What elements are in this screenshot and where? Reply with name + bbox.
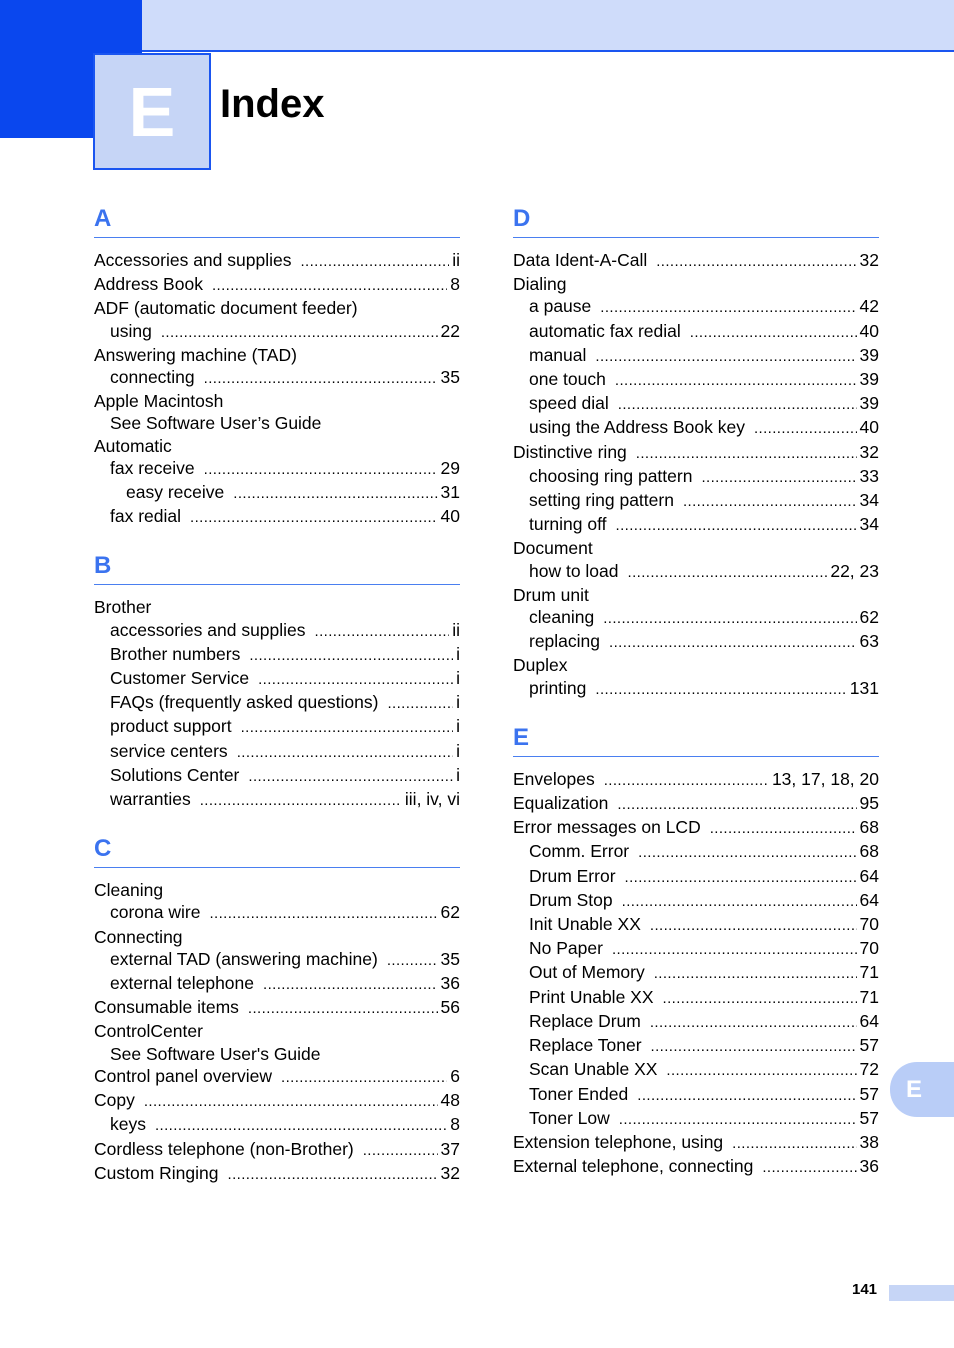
index-term: a pause <box>529 296 592 317</box>
index-entry <box>513 584 879 606</box>
dot-leader <box>249 645 453 667</box>
index-entry <box>513 1058 879 1082</box>
index-term: connecting <box>110 367 195 388</box>
dot-leader <box>619 1109 857 1131</box>
index-page-ref[interactable]: 35 <box>440 367 460 388</box>
index-term: setting ring pattern <box>529 490 674 511</box>
index-term: keys <box>110 1114 146 1135</box>
index-term: Answering machine (TAD) <box>94 344 297 365</box>
chapter-letter: E <box>128 72 176 151</box>
index-page-ref[interactable]: 40 <box>859 417 879 438</box>
index-term: one touch <box>529 369 606 390</box>
index-term: manual <box>529 344 587 365</box>
index-entry <box>94 879 460 901</box>
index-term: Extension telephone, using <box>513 1131 724 1152</box>
index-entry <box>513 654 879 676</box>
index-entry <box>94 643 460 667</box>
index-entry <box>94 926 460 948</box>
index-entry <box>94 619 460 643</box>
index-entry <box>513 937 879 961</box>
page-title: Index <box>220 82 325 126</box>
index-term: printing <box>529 677 587 698</box>
index-term: Drum Error <box>529 865 616 886</box>
index-entry <box>513 416 879 440</box>
index-entry <box>94 1065 460 1089</box>
index-page-ref[interactable]: 64 <box>859 865 879 886</box>
section-letter-heading: A <box>94 200 460 238</box>
index-term: Scan Unable XX <box>529 1059 658 1080</box>
index-entry <box>513 273 879 295</box>
index-term: See Software User’s Guide <box>110 413 322 434</box>
index-entry <box>513 1010 879 1034</box>
index-page-ref[interactable]: 40 <box>440 506 460 527</box>
index-entry <box>513 368 879 392</box>
index-term: Toner Ended <box>529 1083 629 1104</box>
index-page-ref[interactable]: 63 <box>859 631 879 652</box>
index-term: Drum unit <box>513 584 589 605</box>
dot-leader <box>315 621 450 643</box>
index-term: choosing ring pattern <box>529 465 693 486</box>
index-entry-list <box>94 879 460 1186</box>
index-page-ref[interactable]: 13, 17, 18, 20 <box>771 768 879 789</box>
index-entry <box>513 677 879 701</box>
index-term: speed dial <box>529 393 609 414</box>
dot-leader <box>200 790 402 812</box>
index-term: Brother numbers <box>110 643 241 664</box>
index-entry <box>94 1043 460 1065</box>
dot-leader <box>637 1085 856 1107</box>
dot-leader <box>595 679 846 701</box>
index-entry <box>94 412 460 434</box>
index-entry <box>513 630 879 654</box>
index-term: external TAD (answering machine) <box>110 948 378 969</box>
index-entry <box>513 816 879 840</box>
index-column-right <box>513 200 879 1197</box>
index-entry <box>513 889 879 913</box>
index-term: Replace Toner <box>529 1035 642 1056</box>
section-letter-heading: E <box>513 719 879 757</box>
index-entry <box>94 457 460 481</box>
index-page-ref[interactable]: 6 <box>450 1065 460 1086</box>
index-entry <box>513 1034 879 1058</box>
index-entry <box>513 792 879 816</box>
dot-leader <box>625 867 857 889</box>
index-page-ref[interactable]: i <box>456 643 460 664</box>
dot-leader <box>144 1091 438 1113</box>
index-entry <box>94 788 460 812</box>
dot-leader <box>204 368 438 390</box>
index-page-ref[interactable]: 62 <box>440 902 460 923</box>
index-term: No Paper <box>529 938 603 959</box>
index-entry <box>513 392 879 416</box>
index-term: Duplex <box>513 655 568 676</box>
index-entry-list <box>513 768 879 1179</box>
index-entry <box>513 1155 879 1179</box>
index-page-ref[interactable]: 35 <box>440 948 460 969</box>
index-page-ref[interactable]: 34 <box>859 490 879 511</box>
index-page-ref[interactable]: 37 <box>440 1138 460 1159</box>
index-entry <box>94 948 460 972</box>
dot-leader <box>754 418 857 440</box>
index-page-ref[interactable]: 56 <box>440 997 460 1018</box>
dot-leader <box>212 275 447 297</box>
dot-leader <box>650 1012 857 1034</box>
index-entry <box>513 840 879 864</box>
index-page-ref[interactable]: 33 <box>859 465 879 486</box>
dot-leader <box>387 693 453 715</box>
index-term: accessories and supplies <box>110 619 306 640</box>
dot-leader <box>604 770 769 792</box>
page-number-bar <box>889 1285 954 1301</box>
index-page-ref[interactable]: 22 <box>440 320 460 341</box>
dot-leader <box>732 1133 856 1155</box>
index-page-ref[interactable]: 71 <box>859 962 879 983</box>
index-term: Envelopes <box>513 768 595 789</box>
index-page-ref[interactable]: 36 <box>859 1156 879 1177</box>
index-entry <box>513 249 879 273</box>
index-entry <box>513 1083 879 1107</box>
index-entry <box>94 667 460 691</box>
index-term: replacing <box>529 631 601 652</box>
index-term: fax redial <box>110 506 182 527</box>
dot-leader <box>595 346 856 368</box>
dot-leader <box>616 515 857 537</box>
index-page-ref[interactable]: ii <box>452 250 460 270</box>
index-term: Address Book <box>94 274 203 295</box>
dot-leader <box>190 507 438 529</box>
index-term: Out of Memory <box>529 962 645 983</box>
index-page-ref[interactable]: 38 <box>859 1131 879 1152</box>
index-entry-list <box>94 596 460 812</box>
index-term: using the Address Book key <box>529 417 745 438</box>
section-letter-heading: D <box>513 200 879 238</box>
index-term: Drum Stop <box>529 889 613 910</box>
index-term: Accessories and supplies <box>94 250 292 270</box>
index-term: using <box>110 320 152 341</box>
index-page-ref[interactable]: 95 <box>859 793 879 814</box>
index-section-e <box>513 719 879 1179</box>
index-entry <box>94 320 460 344</box>
index-term: External telephone, connecting <box>513 1156 754 1177</box>
dot-leader <box>701 467 856 489</box>
index-term: Cleaning <box>94 880 164 901</box>
index-page-ref[interactable]: 48 <box>440 1090 460 1111</box>
dot-leader <box>618 394 857 416</box>
index-section-b <box>94 547 460 812</box>
index-page-ref[interactable]: 57 <box>859 1035 879 1056</box>
index-page-ref[interactable]: 71 <box>859 986 879 1007</box>
index-entry <box>94 1089 460 1113</box>
index-term: automatic fax redial <box>529 320 681 341</box>
index-page-ref[interactable]: 39 <box>859 344 879 365</box>
index-page-ref[interactable]: i <box>456 668 460 689</box>
index-entry <box>94 390 460 412</box>
index-term: ADF (automatic document feeder) <box>94 298 358 319</box>
index-page-ref[interactable]: i <box>456 764 460 785</box>
index-term: product support <box>110 716 232 737</box>
index-term: Consumable items <box>94 997 239 1018</box>
index-term: turning off <box>529 514 607 535</box>
index-entry <box>94 366 460 390</box>
index-page-ref[interactable]: 72 <box>859 1059 879 1080</box>
index-term: Copy <box>94 1090 135 1111</box>
dot-leader <box>690 322 857 344</box>
section-letter-heading: C <box>94 830 460 868</box>
index-page-ref[interactable]: 29 <box>440 457 460 478</box>
index-term: how to load <box>529 560 619 581</box>
dot-leader <box>683 491 857 513</box>
index-entry <box>513 1107 879 1131</box>
index-page-ref[interactable]: 70 <box>859 938 879 959</box>
index-page-ref[interactable]: 68 <box>859 841 879 862</box>
index-entry <box>94 764 460 788</box>
index-term: Print Unable XX <box>529 986 654 1007</box>
dot-leader <box>654 963 857 985</box>
dot-leader <box>155 1115 447 1137</box>
chapter-letter-box <box>93 53 211 170</box>
index-term: Custom Ringing <box>94 1162 219 1183</box>
index-term: corona wire <box>110 902 201 923</box>
index-page-ref[interactable]: 8 <box>450 274 460 295</box>
index-page-ref[interactable]: iii, iv, vi <box>404 789 460 810</box>
index-entry <box>94 715 460 739</box>
dot-leader <box>228 1164 438 1186</box>
index-page-ref[interactable]: 8 <box>450 1114 460 1135</box>
index-page-ref[interactable]: 62 <box>859 607 879 628</box>
index-term: Solutions Center <box>110 764 240 785</box>
index-page-ref[interactable]: ii <box>452 619 460 640</box>
index-entry <box>513 295 879 319</box>
index-entry <box>513 344 879 368</box>
dot-leader <box>617 794 856 816</box>
index-term: Error messages on LCD <box>513 817 701 838</box>
index-term: Automatic <box>94 435 172 456</box>
dot-leader <box>161 322 438 344</box>
index-entry <box>513 560 879 584</box>
index-term: Dialing <box>513 274 567 295</box>
dot-leader <box>363 1140 438 1162</box>
index-section-c <box>94 830 460 1186</box>
index-term: Control panel overview <box>94 1065 273 1086</box>
index-entry <box>513 465 879 489</box>
index-entry <box>94 297 460 319</box>
dot-leader <box>651 1036 857 1058</box>
index-term: See Software User's Guide <box>110 1043 321 1064</box>
index-page-ref[interactable]: 64 <box>859 1010 879 1031</box>
index-term: warranties <box>110 789 191 810</box>
index-term: Apple Macintosh <box>94 391 224 412</box>
dot-leader <box>710 818 857 840</box>
index-page-ref[interactable]: 39 <box>859 369 879 390</box>
dot-leader <box>628 562 828 584</box>
index-term: Connecting <box>94 926 183 947</box>
index-entry <box>94 481 460 505</box>
dot-leader <box>233 483 437 505</box>
dot-leader <box>638 842 856 864</box>
index-term: ControlCenter <box>94 1021 203 1042</box>
index-page-ref[interactable]: 40 <box>859 320 879 341</box>
index-term: external telephone <box>110 973 254 994</box>
dot-leader <box>603 608 856 630</box>
dot-leader <box>612 939 857 961</box>
dot-leader <box>209 903 437 925</box>
index-term: Brother <box>94 597 152 618</box>
dot-leader <box>248 998 438 1020</box>
index-page-ref[interactable]: 42 <box>859 296 879 317</box>
index-entry <box>94 273 460 297</box>
index-page-ref[interactable]: 39 <box>859 393 879 414</box>
index-entry <box>94 691 460 715</box>
index-entry <box>513 489 879 513</box>
dot-leader <box>663 988 857 1010</box>
index-page-ref[interactable]: i <box>456 740 460 761</box>
dot-leader <box>762 1157 856 1179</box>
index-entry <box>94 435 460 457</box>
index-term: cleaning <box>529 607 595 628</box>
index-entry <box>94 972 460 996</box>
dot-leader <box>666 1060 856 1082</box>
index-term: Equalization <box>513 793 609 814</box>
dot-leader <box>300 251 449 273</box>
index-entry <box>513 913 879 937</box>
index-term: fax receive <box>110 457 195 478</box>
index-term: Document <box>513 538 593 559</box>
index-entry <box>513 606 879 630</box>
index-entry <box>94 249 460 273</box>
header-band <box>0 0 954 52</box>
index-page-ref[interactable]: 22, 23 <box>830 560 879 581</box>
index-term: Replace Drum <box>529 1010 641 1031</box>
index-page-ref[interactable]: 36 <box>440 973 460 994</box>
index-entry <box>513 320 879 344</box>
index-term: Toner Low <box>529 1107 610 1128</box>
index-page-ref[interactable]: i <box>456 716 460 737</box>
index-term: service centers <box>110 740 228 761</box>
chapter-side-tab[interactable] <box>890 1062 954 1117</box>
index-entry <box>94 740 460 764</box>
side-tab-letter: E <box>905 1075 922 1103</box>
index-entry <box>513 986 879 1010</box>
index-term: easy receive <box>126 482 225 503</box>
index-page-ref[interactable]: 32 <box>859 250 879 270</box>
index-column-left <box>94 200 460 1204</box>
dot-leader <box>650 915 857 937</box>
index-term: Init Unable XX <box>529 914 641 935</box>
dot-leader <box>237 742 453 764</box>
dot-leader <box>615 370 857 392</box>
dot-leader <box>258 669 453 691</box>
index-entry-list <box>513 249 879 701</box>
index-entry-list <box>94 249 460 529</box>
index-section-d <box>513 200 879 701</box>
index-entry <box>513 961 879 985</box>
dot-leader <box>609 632 857 654</box>
dot-leader <box>656 251 856 273</box>
index-term: FAQs (frequently asked questions) <box>110 692 379 713</box>
index-entry <box>94 901 460 925</box>
index-page-ref[interactable]: 70 <box>859 914 879 935</box>
dot-leader <box>600 297 856 319</box>
index-entry <box>513 768 879 792</box>
index-term: Comm. Error <box>529 841 630 862</box>
index-page-ref[interactable]: 32 <box>859 441 879 462</box>
dot-leader <box>248 766 453 788</box>
index-entry <box>94 596 460 618</box>
section-letter-heading: B <box>94 547 460 585</box>
dot-leader <box>263 974 438 996</box>
index-page-ref[interactable]: 64 <box>859 889 879 910</box>
dot-leader <box>204 459 438 481</box>
dot-leader <box>622 891 857 913</box>
dot-leader <box>241 717 454 739</box>
index-page-ref[interactable]: 31 <box>440 482 460 503</box>
index-entry <box>94 505 460 529</box>
index-entry <box>513 1131 879 1155</box>
index-entry <box>513 865 879 889</box>
index-page-ref[interactable]: 34 <box>859 514 879 535</box>
index-page-ref[interactable]: i <box>456 692 460 713</box>
index-entry <box>94 344 460 366</box>
dot-leader <box>636 443 857 465</box>
index-term: Cordless telephone (non-Brother) <box>94 1138 354 1159</box>
index-entry <box>513 513 879 537</box>
index-page-ref[interactable]: 131 <box>849 677 879 698</box>
dot-leader <box>281 1067 447 1089</box>
index-page-ref[interactable]: 57 <box>859 1107 879 1128</box>
index-entry <box>94 1138 460 1162</box>
index-page-ref[interactable]: 32 <box>440 1162 460 1183</box>
index-term: Distinctive ring <box>513 441 627 462</box>
index-section-a <box>94 200 460 529</box>
index-entry <box>94 1020 460 1042</box>
index-entry <box>94 1113 460 1137</box>
index-entry <box>513 537 879 559</box>
index-term: Customer Service <box>110 668 250 689</box>
index-entry <box>513 441 879 465</box>
index-page-ref[interactable]: 68 <box>859 817 879 838</box>
index-page-ref[interactable]: 57 <box>859 1083 879 1104</box>
index-term: Data Ident-A-Call <box>513 250 648 270</box>
index-entry <box>94 1162 460 1186</box>
dot-leader <box>387 950 438 972</box>
page-number: 141 <box>852 1281 878 1298</box>
index-entry <box>94 996 460 1020</box>
